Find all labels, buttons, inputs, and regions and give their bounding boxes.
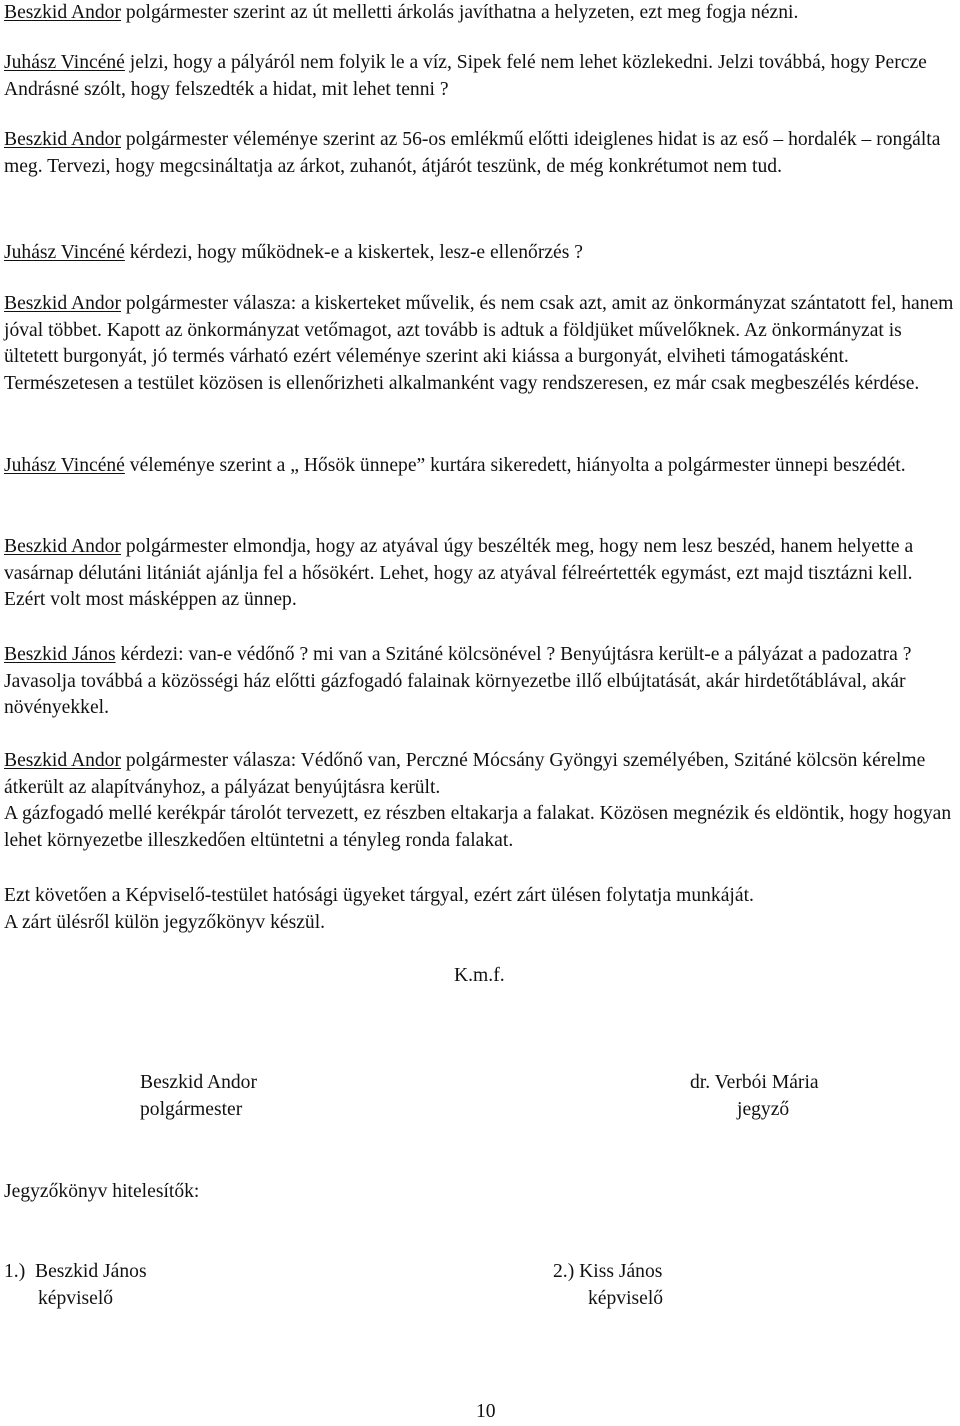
paragraph-9 bbox=[4, 748, 958, 854]
speaker-name: Beszkid Andor bbox=[4, 2, 122, 23]
closing-line-1: Ezt követően a Képviselő-testület hatósági ügyeket tárgyal, ezért zárt ülésen folytatja munkáját. bbox=[4, 885, 754, 906]
speaker-name: Juhász Vincéné bbox=[4, 242, 125, 263]
paragraph-7 bbox=[4, 534, 958, 614]
speaker-name: Beszkid Andor bbox=[4, 536, 122, 557]
authenticator-2-name: 2.) Kiss János bbox=[553, 1261, 663, 1282]
paragraph-5 bbox=[4, 291, 958, 397]
authenticator-2-role: képviselő bbox=[588, 1288, 664, 1309]
authenticator-1-role: képviselő bbox=[38, 1288, 114, 1309]
paragraph-4 bbox=[4, 240, 958, 267]
speaker-name: Juhász Vincéné bbox=[4, 52, 125, 73]
paragraph-text: polgármester válasza: a kiskerteket művelik, és nem csak azt, amit az önkormányzat szántatott fel, hanem jóval többet. Kapott az önkormányzat vetőmagot, azt tovább is adtuk a földjüket művelőknek. Az önkormányzat is ültetett burgonyát, jó termés várható ezért véleménye szerint aki kiássa a burgonyát, elviheti támogatásként. Természetesen a testület közösen is ellenőrizheti alkalmanként vagy rendszeresen, ez már csak megbeszélés kérdése. bbox=[4, 293, 954, 394]
paragraph-3 bbox=[4, 127, 958, 180]
paragraph-1 bbox=[4, 0, 958, 27]
paragraph-text: polgármester szerint az út melletti árkolás javíthatna a helyzeten, ezt meg fogja nézni. bbox=[121, 2, 799, 23]
paragraph-6 bbox=[4, 453, 958, 480]
authenticators-heading: Jegyzőkönyv hitelesítők: bbox=[4, 1181, 200, 1202]
paragraph-text: polgármester véleménye szerint az 56-os emlékmű előtti ideiglenes hidat is az eső – hordalék – rongálta meg. Tervezi, hogy megcsináltatja az árkot, zuhanót, átjárót teszünk, de még konkrétumot nem tud. bbox=[4, 129, 941, 177]
paragraph-text: véleménye szerint a „ Hősök ünnepe” kurtára sikeredett, hiányolta a polgármester ünnepi beszédét. bbox=[124, 455, 906, 476]
speaker-name: Beszkid János bbox=[4, 644, 116, 665]
speaker-name: Juhász Vincéné bbox=[4, 455, 125, 476]
speaker-name: Beszkid Andor bbox=[4, 129, 122, 150]
paragraph-8 bbox=[4, 642, 958, 722]
notary-title: jegyző bbox=[737, 1099, 790, 1120]
authenticator-1-name: 1.) Beszkid János bbox=[4, 1261, 147, 1282]
paragraph-text: jelzi, hogy a pályáról nem folyik le a víz, Sipek felé nem lehet közlekedni. Jelzi továbbá, hogy Percze Andrásné szólt, hogy felszedték a hidat, mit lehet tenni ? bbox=[4, 52, 927, 100]
paragraph-2 bbox=[4, 50, 958, 103]
closing-statement bbox=[4, 883, 958, 936]
speaker-name: Beszkid Andor bbox=[4, 750, 122, 771]
closing-line-2: A zárt ülésről külön jegyzőkönyv készül. bbox=[4, 911, 326, 933]
paragraph-text: polgármester elmondja, hogy az atyával úgy beszélték meg, hogy nem lesz beszéd, hanem helyette a vasárnap délutáni litániát ajánlja fel a hősökért. Lehet, hogy az atyával félreértették egymást, ezt majd tisztázni kell. Ezért volt most másképpen az ünnep. bbox=[4, 536, 914, 611]
notary-name: dr. Verbói Mária bbox=[690, 1072, 819, 1093]
paragraph-text: kérdezi: van-e védőnő ? mi van a Szitáné kölcsönével ? Benyújtásra került-e a pályázat a padozatra ? Javasolja továbbá a közösségi ház előtti gázfogadó falainak környezetbe illő elbújtatását, akár hirdetőtáblával, akár növényekkel. bbox=[4, 644, 912, 719]
speaker-name: Beszkid Andor bbox=[4, 293, 122, 314]
paragraph-text: kérdezi, hogy működnek-e a kiskertek, lesz-e ellenőrzés ? bbox=[124, 242, 583, 263]
kmf-label: K.m.f. bbox=[454, 965, 505, 986]
paragraph-text: polgármester válasza: Védőnő van, Perczné Mócsány Gyöngyi személyében, Szitáné kölcsön kérelme átkerült az alapítványhoz, a pályázat benyújtásra került. bbox=[4, 750, 926, 798]
mayor-title: polgármester bbox=[140, 1099, 243, 1120]
mayor-name: Beszkid Andor bbox=[140, 1072, 258, 1093]
paragraph-extra-text: A gázfogadó mellé kerékpár tárolót tervezett, ez részben eltakarja a falakat. Közösen megnézik és eldöntik, hogy hogyan lehet környezetbe illeszkedően eltüntetni a tényleg ronda falakat. bbox=[4, 803, 952, 851]
page-number: 10 bbox=[476, 1401, 496, 1422]
